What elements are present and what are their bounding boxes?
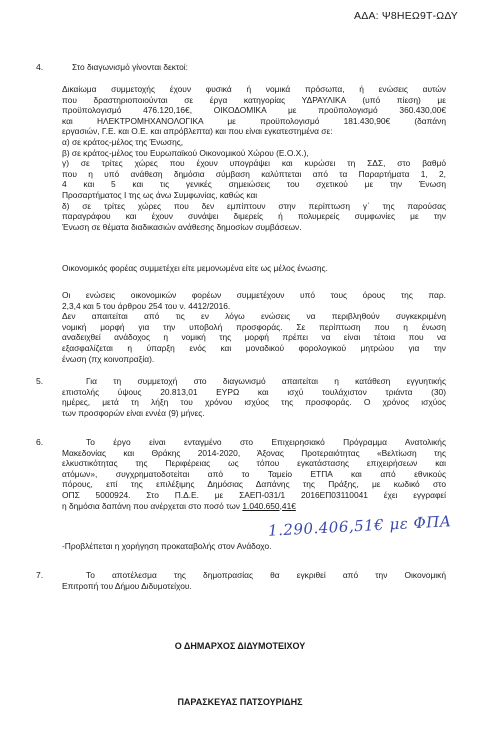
s7-line: Το αποτέλεσμα της δημοπρασίας θα εγκριθεί από την Οικονομική bbox=[86, 570, 446, 580]
section-7-number: 7. bbox=[36, 570, 44, 580]
s6-line: Μακεδονίας και Θράκης 2014-2020, Άξονας Προτεραιότητας «Βελτίωση της bbox=[62, 447, 446, 458]
s4-union-line: 2,3,4 και 5 του άρθρου 254 του ν. 4412/2016. bbox=[62, 300, 231, 311]
s6-amount-prefix: η δημόσια δαπάνη που ανέρχεται στο ποσό των bbox=[62, 500, 243, 511]
s4-line: που η υπό ανάθεση δημόσια σύμβαση καλύπτεται από τα Παραρτήματα 1, 2, bbox=[62, 168, 446, 179]
s5-line: επιστολής ύψους 20.813,01 ΕΥΡΩ και ισχύ τουλάχιστον τριάντα (30) bbox=[62, 386, 446, 397]
s4-line: που δραστηριοποιούνται σε έργα κατηγορίας ΥΔΡΑΥΛΙΚΑ (υπό πίεση) με bbox=[62, 94, 446, 105]
s4-union-line: ένωση (πχ κοινοπραξία). bbox=[62, 353, 155, 364]
s6-line: ΟΠΣ 5000924. Στο Π.Δ.Ε. με ΣΑΕΠ-031/1 2016ΕΠ03110041 έχει εγγραφεί bbox=[62, 489, 446, 500]
s4-line: Προσαρτήματος Ι της ως άνω Συμφωνίας, καθώς και bbox=[62, 189, 258, 200]
s4-union-line: νομική μορφή για την υποβολή προσφοράς. Σε περίπτωση που η ένωση bbox=[62, 321, 446, 332]
s4-line: γ) σε τρίτες χώρες που έχουν υπογράψει και κυρώσει τη ΣΔΣ, στο βαθμό bbox=[62, 158, 446, 169]
s5-line: Για τη συμμετοχή στο διαγωνισμό απαιτείται η κατάθεση εγγυητικής bbox=[86, 376, 446, 386]
s4-line: δ) σε τρίτες χώρες που δεν εμπίπτουν στην περίπτωση γ΄ της παρούσας bbox=[62, 200, 446, 211]
section-6-body bbox=[62, 437, 446, 511]
section-4-participation: Οικονομικός φορέας συμμετέχει είτε μεμονωμένα είτε ως μέλος ένωσης. bbox=[62, 263, 328, 273]
s5-line: των προσφορών είναι εννέα (9) μήνες. bbox=[62, 407, 205, 418]
s6-line: ατόμων», συγχρηματοδοτείται από το Ταμείο ΕΤΠΑ και από εθνικούς bbox=[62, 468, 446, 479]
section-5-body bbox=[62, 376, 446, 418]
s6-line: Το έργο είναι ενταγμένο στο Επιχειρησιακό Πρόγραμμα Ανατολικής bbox=[86, 437, 446, 447]
ada-code: ΑΔΑ: Ψ8ΗΕΩ9Τ-ΩΔΥ bbox=[354, 10, 458, 22]
handwritten-amount-note: 1.290.406,51€ με ΦΠΑ bbox=[267, 512, 452, 540]
s4-line: β) σε κράτος-μέλος του Ευρωπαϊκού Οικονομικού Χώρου (Ε.Ο.Χ.), bbox=[62, 147, 309, 158]
section-4-title: Στο διαγωνισμό γίνονται δεκτοί: bbox=[72, 62, 188, 72]
s4-line: Δικαίωμα συμμετοχής έχουν φυσικά ή νομικά πρόσωπα, ή ενώσεις αυτών bbox=[62, 84, 446, 94]
section-6-number: 6. bbox=[36, 437, 44, 447]
s4-union-line: Οι ενώσεις οικονομικών φορέων συμμετέχουν υπό τους όρους της παρ. bbox=[62, 290, 446, 300]
s4-line: α) σε κράτος-μέλος της Ένωσης, bbox=[62, 136, 184, 147]
section-4-number: 4. bbox=[36, 62, 44, 72]
public-expenditure-amount: 1.040.650,41€ bbox=[242, 500, 296, 511]
s4-union-line: αναδειχθεί ανάδοχος η νομική της μορφή πρέπει να είναι τέτοια που να bbox=[62, 332, 446, 343]
s4-union-line: εξασφαλίζεται η ύπαρξη ενός και μοναδικού φορολογικού μητρώου για την bbox=[62, 342, 446, 353]
s4-line: εργασιών, Γ.Ε. και Ο.Ε. και απρόβλεπτα) και που είναι εγκατεστημένα σε: bbox=[62, 126, 333, 137]
s4-line: παραγράφου και έχουν συνάψει διμερείς ή πολυμερείς συμφωνίες με την bbox=[62, 211, 446, 222]
s7-line: Επιτροπή του Δήμου Διδυμοτείχου. bbox=[62, 580, 192, 591]
s4-line: και ΗΛΕΚΤΡΟΜΗΧΑΝΟΛΟΓΙΚΑ με προϋπολογισμό 181.430,90€ (δαπάνη bbox=[62, 115, 446, 126]
section-7-body bbox=[62, 570, 446, 591]
s4-line: προϋπολογισμό 476.120,16€, ΟΙΚΟΔΟΜΙΚΑ με προϋπολογισμό 360.430,00€ bbox=[62, 105, 446, 116]
s4-line: 4 και 5 και τις γενικές σημειώσεις του σχετικού με την Ένωση bbox=[62, 179, 446, 190]
advance-payment-note: -Προβλέπεται η χορήγηση προκαταβολής στον Ανάδοχο. bbox=[62, 541, 272, 551]
section-4-body bbox=[62, 84, 446, 232]
s5-line: ημέρες, μετά τη λήξη του χρόνου ισχύος της προσφοράς. Ο χρόνος ισχύος bbox=[62, 397, 446, 408]
section-5-number: 5. bbox=[36, 376, 44, 386]
section-4-unions bbox=[62, 290, 446, 364]
s4-union-line: Δεν απαιτείται από τις εν λόγω ενώσεις να περιβληθούν συγκεκριμένη bbox=[62, 311, 446, 322]
s4-line: Ένωση σε θέματα διαδικασιών ανάθεσης δημοσίων συμβάσεων. bbox=[62, 221, 302, 232]
s6-line: πόρους, επί της επιλέξιμης Δημόσιας Δαπάνης της Πράξης, με κωδικό στο bbox=[62, 479, 446, 490]
s6-line: ελκυστικότητας της Περιφέρειας ως τόπου εγκατάστασης επιχειρήσεων και bbox=[62, 458, 446, 469]
s6-amount-line bbox=[62, 501, 446, 512]
mayor-name: ΠΑΡΑΣΚΕΥΑΣ ΠΑΤΣΟΥΡΙΔΗΣ bbox=[177, 697, 303, 707]
mayor-title: Ο ΔΗΜΑΡΧΟΣ ΔΙΔΥΜΟΤΕΙΧΟΥ bbox=[174, 641, 306, 651]
